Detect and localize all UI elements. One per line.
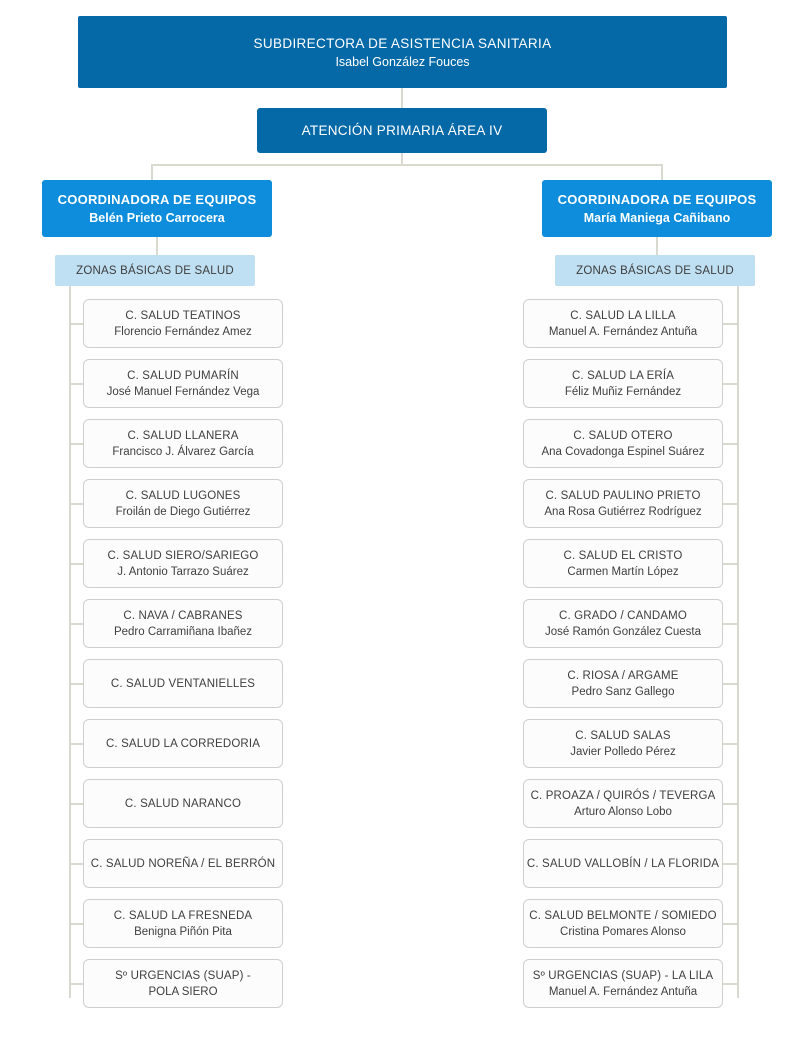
node-person: María Maniega Cañibano	[583, 210, 731, 225]
node-title: COORDINADORA DE EQUIPOS	[557, 191, 757, 207]
connector-stub-right	[723, 743, 737, 745]
node-unit[interactable]	[83, 899, 283, 948]
connector-stub-left	[69, 323, 83, 325]
node-person: Manuel A. Fernández Antuña	[548, 985, 698, 998]
connector-stub-right	[723, 563, 737, 565]
node-title: COORDINADORA DE EQUIPOS	[57, 191, 257, 207]
connector-root-to-area	[401, 88, 403, 108]
connector-trunk-left	[69, 286, 71, 998]
node-subdirectora[interactable]	[78, 16, 727, 88]
connector-stub-right	[723, 863, 737, 865]
node-person: Javier Polledo Pérez	[570, 745, 676, 758]
node-title: C. SALUD TEATINOS	[125, 309, 241, 322]
node-unit[interactable]	[523, 659, 723, 708]
connector-stub-left	[69, 683, 83, 685]
node-unit[interactable]	[83, 539, 283, 588]
connector-stub-right	[723, 503, 737, 505]
node-title: ZONAS BÁSICAS DE SALUD	[576, 264, 734, 277]
node-title: C. SALUD PUMARÍN	[127, 369, 239, 382]
node-unit[interactable]	[523, 299, 723, 348]
node-person: José Manuel Fernández Vega	[106, 385, 260, 398]
node-title: C. SALUD SALAS	[575, 729, 671, 742]
connector-stub-right	[723, 803, 737, 805]
connector-stub-right	[723, 383, 737, 385]
node-title: C. SALUD BELMONTE / SOMIEDO	[529, 909, 717, 922]
node-title: C. SALUD OTERO	[573, 429, 673, 442]
node-title: C. SALUD LA ERÍA	[571, 369, 675, 382]
node-person: Froilán de Diego Gutiérrez	[115, 505, 251, 518]
node-title: C. SALUD LUGONES	[125, 489, 241, 502]
node-unit[interactable]	[523, 539, 723, 588]
node-title: C. RIOSA / ARGAME	[567, 669, 679, 682]
node-title: C. SALUD SIERO/SARIEGO	[107, 549, 259, 562]
node-title: C. NAVA / CABRANES	[123, 609, 243, 622]
node-zonas-basicas-right[interactable]	[555, 255, 755, 286]
connector-stub-left	[69, 743, 83, 745]
node-title: C. SALUD LLANERA	[127, 429, 239, 442]
node-person: Carmen Martín López	[567, 565, 679, 578]
node-title: C. SALUD VALLOBÍN / LA FLORIDA	[526, 857, 720, 870]
node-title: SUBDIRECTORA DE ASISTENCIA SANITARIA	[253, 35, 552, 51]
node-title: Sº URGENCIAS (SUAP) -	[115, 969, 251, 982]
node-unit[interactable]	[523, 779, 723, 828]
node-title: C. SALUD LA CORREDORIA	[105, 737, 261, 750]
node-person: Ana Rosa Gutiérrez Rodríguez	[544, 505, 702, 518]
node-title: C. SALUD VENTANIELLES	[110, 677, 256, 690]
node-zonas-basicas-left[interactable]	[55, 255, 255, 286]
node-unit[interactable]	[83, 359, 283, 408]
connector-stub-right	[723, 323, 737, 325]
connector-bus-drop-right	[661, 164, 663, 180]
connector-coordinator-to-band-left	[156, 237, 158, 255]
node-person: Florencio Fernández Amez	[114, 325, 252, 338]
node-person: Pedro Sanz Gallego	[571, 685, 675, 698]
connector-stub-left	[69, 803, 83, 805]
connector-stub-right	[723, 923, 737, 925]
node-title: C. SALUD LA FRESNEDA	[113, 909, 253, 922]
node-title: Sº URGENCIAS (SUAP) - LA LILA	[532, 969, 714, 982]
connector-coordinator-to-band-right	[656, 237, 658, 255]
node-atencion-primaria-area[interactable]	[257, 108, 547, 153]
node-person: Francisco J. Álvarez García	[112, 445, 254, 458]
connector-stub-left	[69, 623, 83, 625]
node-person: Féliz Muñiz Fernández	[564, 385, 682, 398]
node-person: José Ramón González Cuesta	[545, 625, 701, 638]
node-unit[interactable]	[523, 419, 723, 468]
node-unit[interactable]	[83, 479, 283, 528]
connector-stub-right	[723, 983, 737, 985]
connector-stub-left	[69, 923, 83, 925]
connector-stub-right	[723, 443, 737, 445]
node-unit[interactable]	[83, 599, 283, 648]
connector-stub-left	[69, 563, 83, 565]
node-unit[interactable]	[523, 719, 723, 768]
connector-stub-left	[69, 863, 83, 865]
node-unit[interactable]	[83, 959, 283, 1008]
node-unit[interactable]	[523, 599, 723, 648]
node-title: ATENCIÓN PRIMARIA ÁREA IV	[301, 123, 503, 138]
node-person: Benigna Piñón Pita	[134, 925, 232, 938]
connector-bus-drop-left	[151, 164, 153, 180]
connector-branch-bus	[151, 164, 663, 166]
node-unit[interactable]	[83, 299, 283, 348]
node-person: Isabel González Fouces	[335, 54, 470, 69]
connector-trunk-right	[737, 286, 739, 998]
node-person: Ana Covadonga Espinel Suárez	[541, 445, 705, 458]
node-unit[interactable]	[523, 959, 723, 1008]
node-title: C. SALUD EL CRISTO	[563, 549, 683, 562]
node-title: C. GRADO / CANDAMO	[559, 609, 687, 622]
node-unit[interactable]	[83, 839, 283, 888]
connector-stub-left	[69, 443, 83, 445]
node-unit[interactable]	[83, 719, 283, 768]
node-unit[interactable]	[523, 899, 723, 948]
node-title: C. SALUD NARANCO	[124, 797, 242, 810]
node-unit[interactable]	[83, 659, 283, 708]
node-person: J. Antonio Tarrazo Suárez	[117, 565, 249, 578]
node-title: C. SALUD NOREÑA / EL BERRÓN	[90, 857, 276, 870]
connector-stub-left	[69, 503, 83, 505]
connector-stub-right	[723, 623, 737, 625]
node-unit[interactable]	[523, 839, 723, 888]
node-person: Belén Prieto Carrocera	[89, 210, 225, 225]
connector-stub-left	[69, 383, 83, 385]
node-title: C. SALUD PAULINO PRIETO	[545, 489, 701, 502]
connector-stub-right	[723, 683, 737, 685]
node-unit[interactable]	[83, 779, 283, 828]
node-coordinadora-right[interactable]	[542, 180, 772, 237]
node-title: ZONAS BÁSICAS DE SALUD	[76, 264, 234, 277]
node-person: POLA SIERO	[148, 985, 218, 998]
connector-stub-left	[69, 983, 83, 985]
node-unit[interactable]	[523, 479, 723, 528]
node-coordinadora-left[interactable]	[42, 180, 272, 237]
node-person: Manuel A. Fernández Antuña	[548, 325, 698, 338]
node-title: C. SALUD LA LILLA	[570, 309, 676, 322]
node-person: Pedro Carramiñana Ibañez	[113, 625, 253, 638]
node-person: Cristina Pomares Alonso	[560, 925, 686, 938]
node-unit[interactable]	[523, 359, 723, 408]
node-person: Arturo Alonso Lobo	[574, 805, 672, 818]
node-unit[interactable]	[83, 419, 283, 468]
node-title: C. PROAZA / QUIRÓS / TEVERGA	[530, 789, 716, 802]
